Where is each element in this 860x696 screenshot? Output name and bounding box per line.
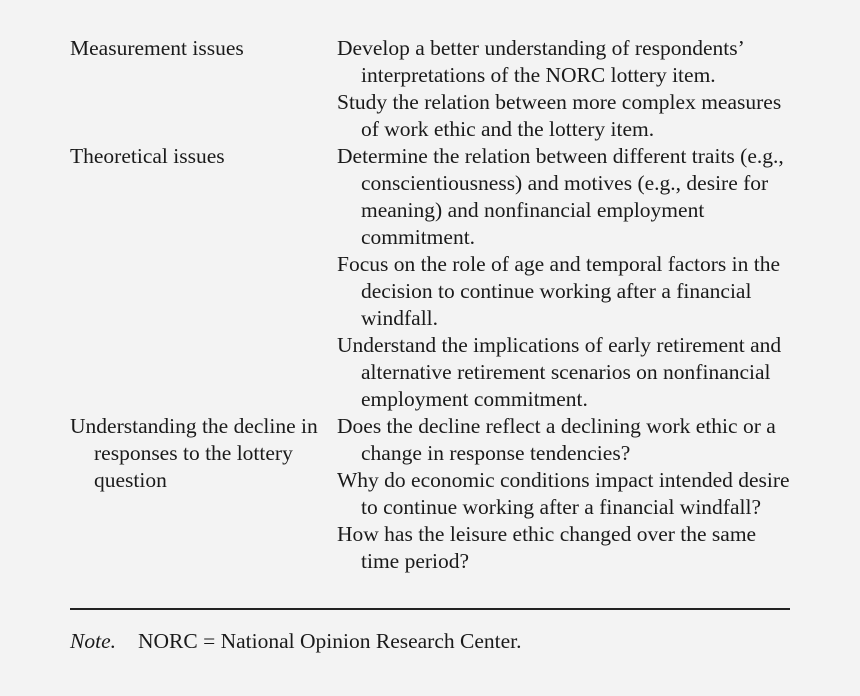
table-bottom-rule bbox=[70, 608, 790, 610]
table-note bbox=[70, 628, 522, 655]
row-category: Measurement issues bbox=[70, 36, 244, 60]
note-text: NORC = National Opinion Research Center. bbox=[137, 629, 522, 653]
row-items bbox=[337, 35, 790, 143]
list-item: Does the decline reflect a declining work ethic or a change in response tendencies? bbox=[337, 414, 776, 465]
list-item: Study the relation between more complex measures of work ethic and the lottery item. bbox=[337, 90, 782, 141]
list-item: Develop a better understanding of respondents’ interpretations of the NORC lottery item. bbox=[337, 36, 744, 87]
row-category: Understanding the decline in responses to the lottery question bbox=[70, 414, 318, 492]
list-item: Determine the relation between different traits (e.g., conscientiousness) and motives (e.g., desire for meaning) and nonfinancial employment commitment. bbox=[337, 144, 784, 249]
list-item: Understand the implications of early retirement and alternative retirement scenarios on nonfinancial employment commitment. bbox=[337, 333, 782, 411]
table-row bbox=[70, 143, 790, 413]
list-item: Focus on the role of age and temporal factors in the decision to continue working after a financial windfall. bbox=[337, 252, 780, 330]
research-agenda-table bbox=[70, 35, 790, 575]
table-row bbox=[70, 413, 790, 575]
row-items bbox=[337, 413, 790, 575]
row-items bbox=[337, 143, 790, 413]
note-label: Note. bbox=[70, 629, 116, 653]
row-category: Theoretical issues bbox=[70, 144, 225, 168]
table-row bbox=[70, 35, 790, 143]
list-item: How has the leisure ethic changed over the same time period? bbox=[337, 522, 757, 573]
list-item: Why do economic conditions impact intended desire to continue working after a financial windfall? bbox=[337, 468, 790, 519]
